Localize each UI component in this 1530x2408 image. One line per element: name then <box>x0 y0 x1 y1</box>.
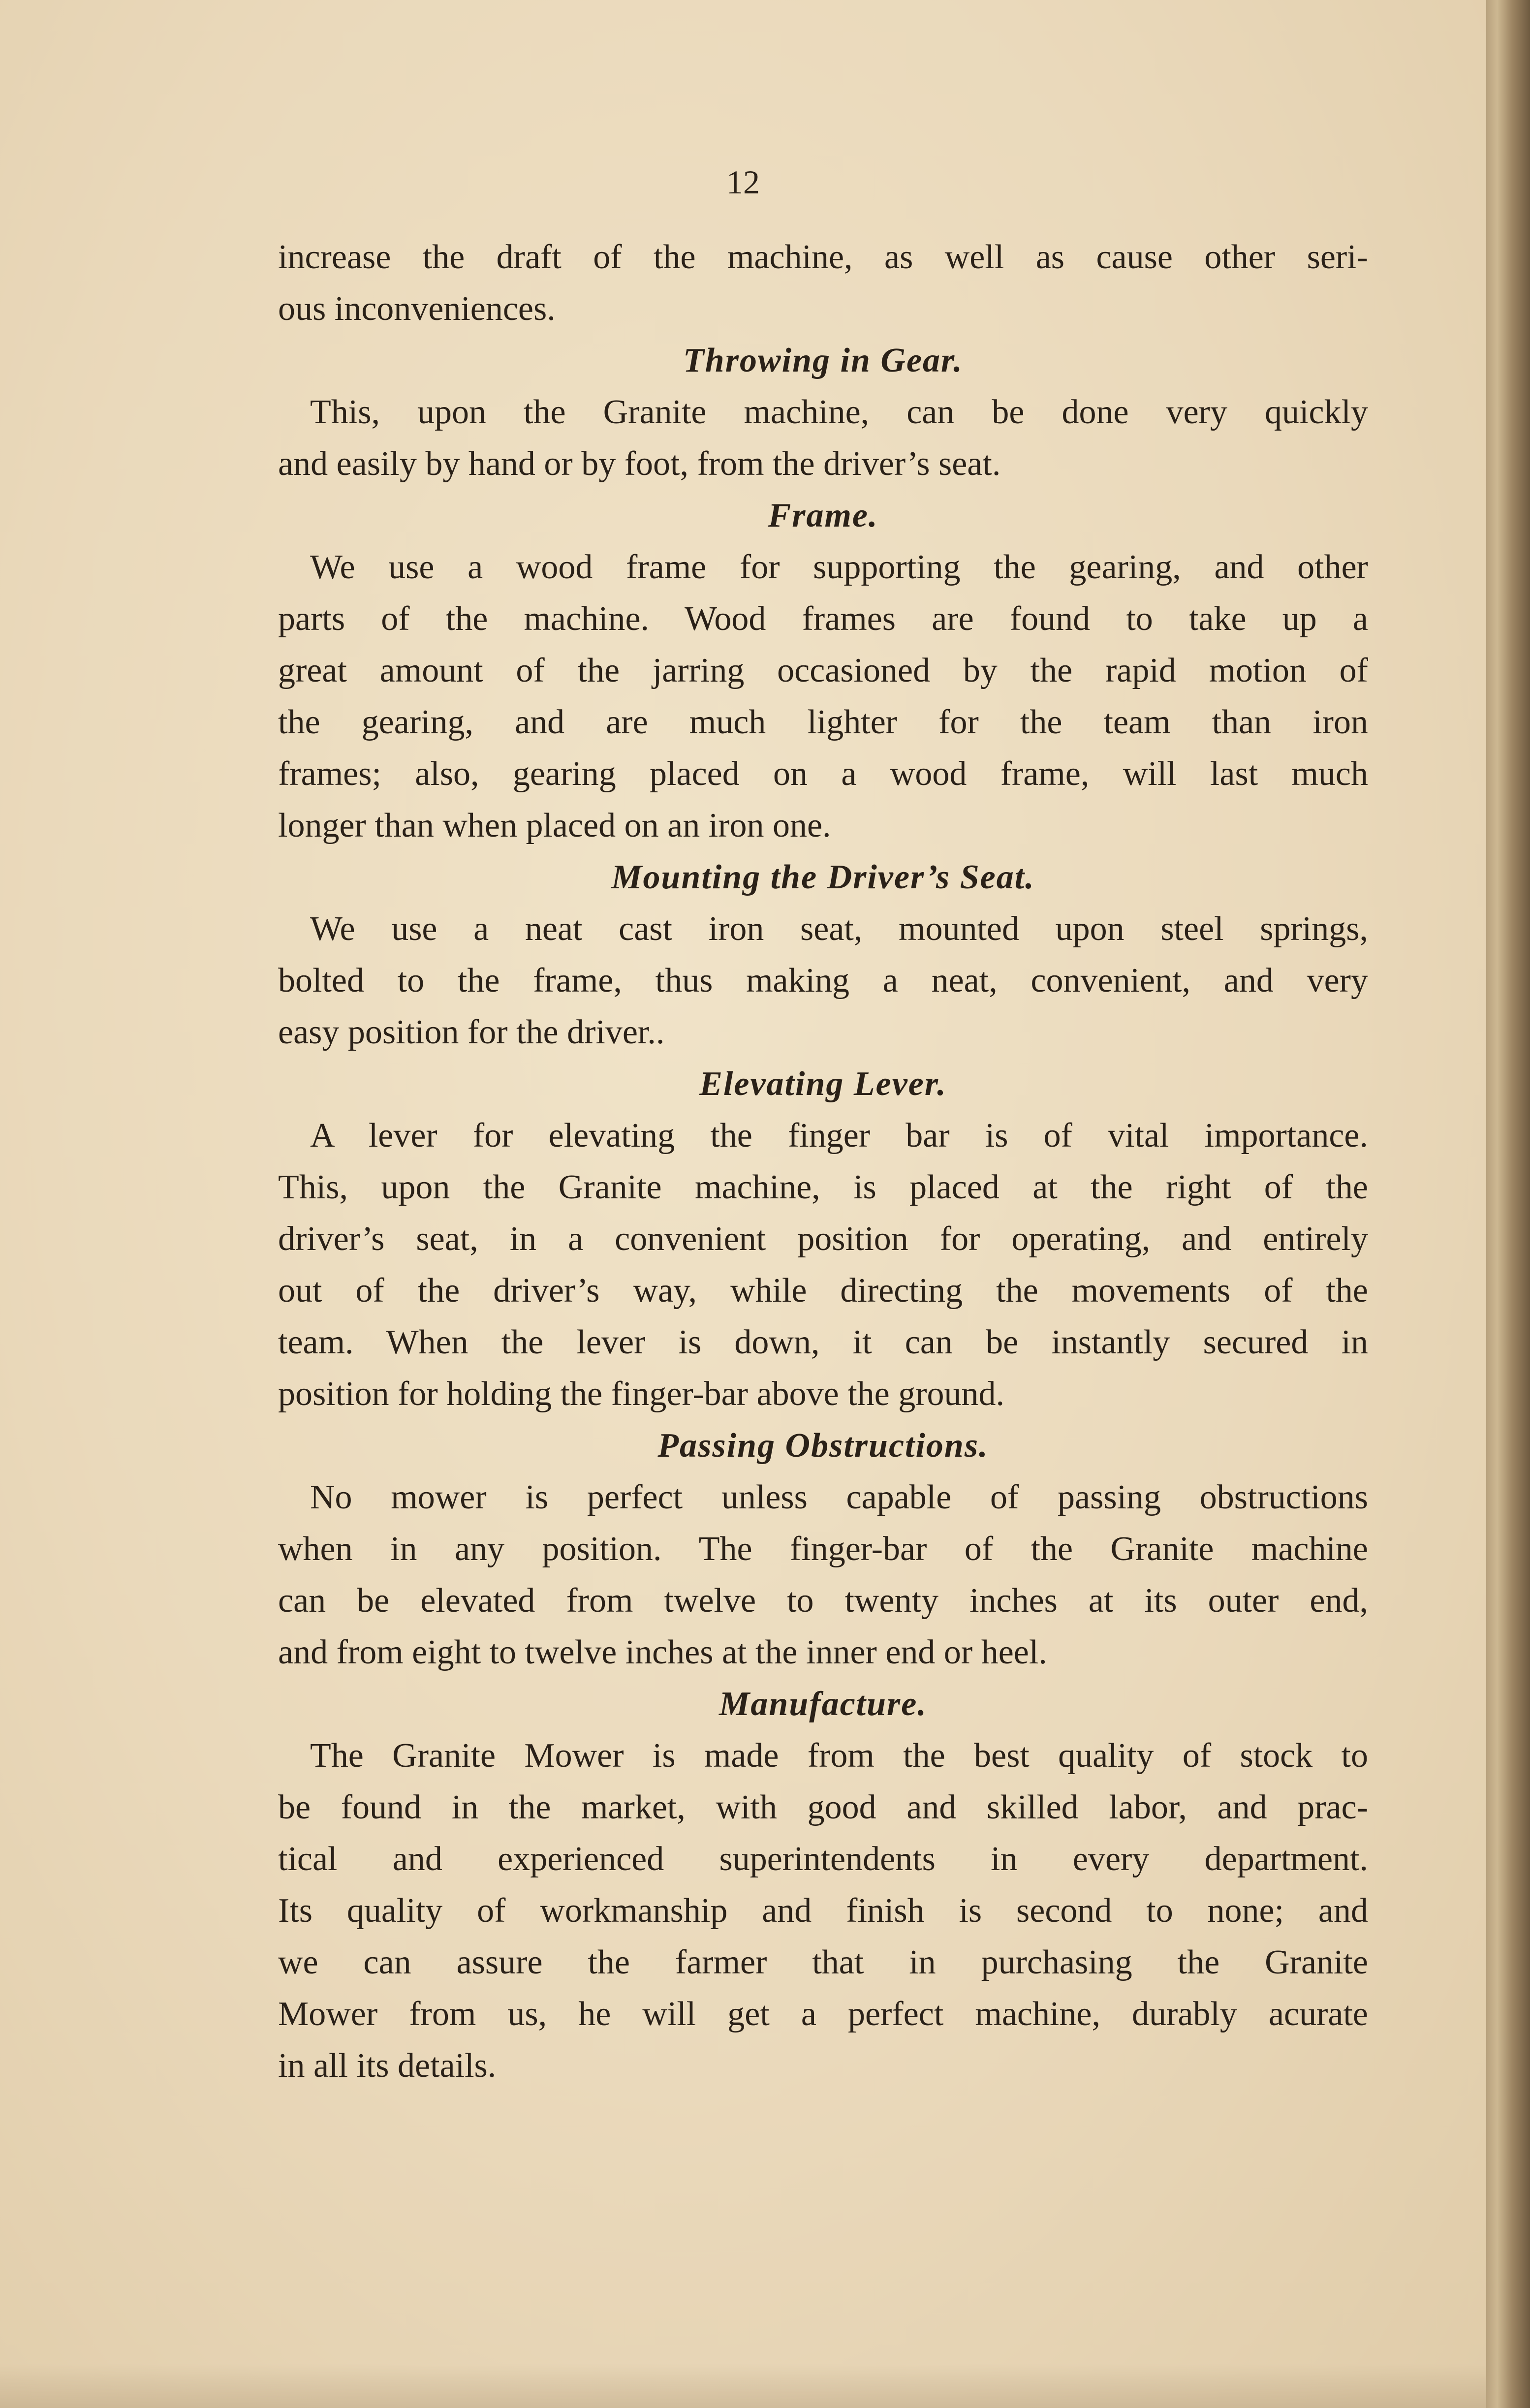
section-heading: Throwing in Gear. <box>683 342 963 379</box>
section-heading: Mounting the Driver’s Seat. <box>611 858 1035 896</box>
section-heading: Passing Obstructions. <box>657 1427 989 1465</box>
section-heading: Elevating Lever. <box>699 1065 947 1103</box>
text-line: increase the draft of the machine, as well as cause other seri- <box>278 238 1368 276</box>
text-line: easy position for the driver.. <box>278 1013 665 1051</box>
text-line: when in any position. The finger-bar of the Granite machine <box>278 1530 1368 1568</box>
text-line: Mower from us, he will get a perfect machine, durably acurate <box>278 1995 1368 2033</box>
text-line: frames; also, gearing placed on a wood frame, will last much <box>278 755 1368 793</box>
text-line: This, upon the Granite machine, is placed at the right of the <box>278 1168 1368 1206</box>
text-line: This, upon the Granite machine, can be done very quickly <box>310 393 1368 431</box>
text-line: We use a wood frame for supporting the gearing, and other <box>310 548 1368 586</box>
text-line: ous inconveniences. <box>278 290 556 328</box>
text-line: No mower is perfect unless capable of passing obstructions <box>310 1478 1368 1516</box>
page-number: 12 <box>726 163 760 201</box>
text-line: great amount of the jarring occasioned by the rapid motion of <box>278 652 1368 689</box>
text-line: longer than when placed on an iron one. <box>278 807 831 844</box>
text-line: and easily by hand or by foot, from the driver’s seat. <box>278 445 1001 483</box>
page-bottom-shadow <box>0 2364 1486 2408</box>
text-line: out of the driver’s way, while directing the movements of the <box>278 1272 1368 1310</box>
book-page-edge <box>1486 0 1530 2408</box>
text-line: parts of the machine. Wood frames are found to take up a <box>278 600 1368 638</box>
text-line: the gearing, and are much lighter for the team than iron <box>278 703 1368 741</box>
text-line: We use a neat cast iron seat, mounted upon steel springs, <box>310 910 1368 948</box>
section-manufacture <box>278 1678 1368 2092</box>
section-passing-obstructions <box>278 1420 1368 1678</box>
text-line: tical and experienced superintendents in every department. <box>278 1840 1368 1878</box>
text-line: position for holding the finger-bar above the ground. <box>278 1375 1005 1413</box>
text-line: can be elevated from twelve to twenty inches at its outer end, <box>278 1582 1368 1620</box>
text-line: team. When the lever is down, it can be instantly secured in <box>278 1323 1368 1361</box>
text-line: in all its details. <box>278 2047 497 2085</box>
text-line: Its quality of workmanship and finish is second to none; and <box>278 1892 1368 1930</box>
section-elevating-lever <box>278 1058 1368 1420</box>
text-line: and from eight to twelve inches at the inner end or heel. <box>278 1633 1047 1671</box>
section-throwing-in-gear <box>278 335 1368 490</box>
text-line: bolted to the frame, thus making a neat, convenient, and very <box>278 962 1368 1000</box>
section-mounting-drivers-seat <box>278 851 1368 1058</box>
text-line: be found in the market, with good and skilled labor, and prac- <box>278 1788 1368 1826</box>
section-frame <box>278 490 1368 851</box>
text-line: A lever for elevating the finger bar is of vital importance. <box>310 1117 1368 1155</box>
section-heading: Frame. <box>768 497 878 534</box>
section-continuation <box>278 231 1368 335</box>
text-line: The Granite Mower is made from the best quality of stock to <box>310 1737 1368 1775</box>
section-heading: Manufacture. <box>719 1685 927 1723</box>
text-line: driver’s seat, in a convenient position for operating, and entirely <box>278 1220 1368 1258</box>
text-line: we can assure the farmer that in purchasing the Granite <box>278 1943 1368 1981</box>
page-text <box>278 231 1368 2092</box>
